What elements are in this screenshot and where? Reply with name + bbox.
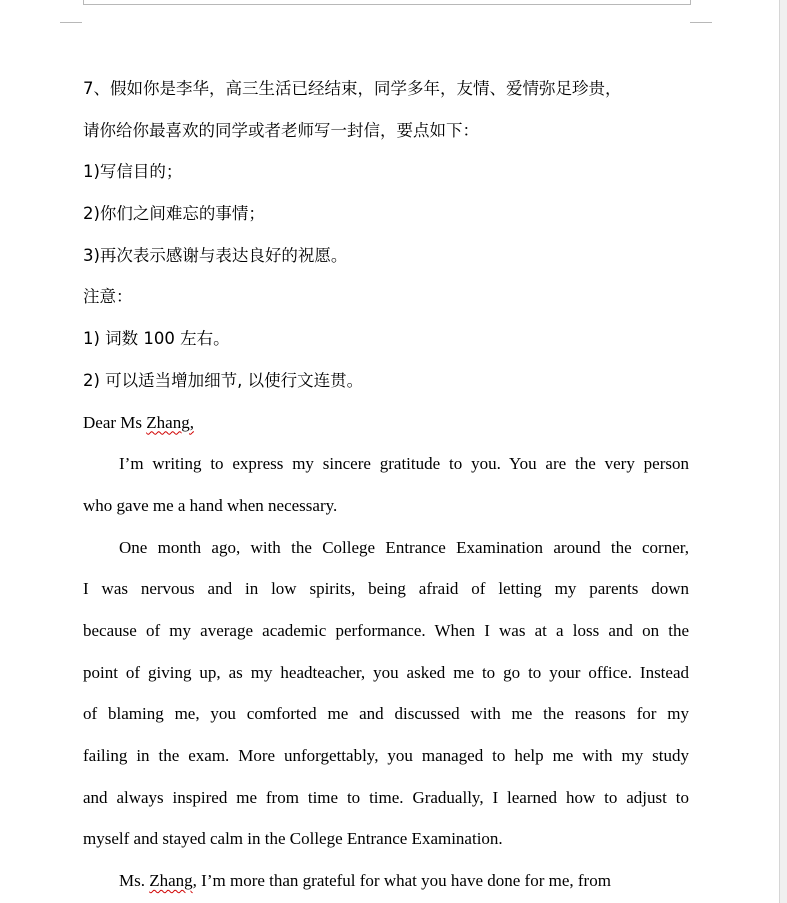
paragraph-2-line-6: failing in the exam. More unforgettably, you managed to help me with my study	[83, 746, 689, 765]
salutation-name: Zhang,	[146, 412, 194, 432]
p3-prefix: Ms.	[119, 871, 150, 891]
page-top-border	[83, 0, 691, 5]
task-point-2: 2)你们之间难忘的事情；	[83, 204, 265, 224]
margin-mark-right	[690, 22, 712, 23]
document-body	[83, 68, 689, 902]
letter-paragraph-1	[83, 443, 689, 526]
task-prompt-line-2: 请你给你最喜欢的同学或者老师写一封信，要点如下：	[83, 120, 479, 140]
paragraph-2-line-5: of blaming me, you comforted me and discussed with me the reasons for my	[83, 704, 689, 724]
letter-paragraph-2	[83, 527, 689, 861]
note-2: 2) 可以适当增加细节, 以使行文连贯。	[83, 370, 364, 390]
paragraph-2-line-7: and always inspired me from time to time. Gradually, I learned how to adjust to	[83, 787, 689, 807]
paragraph-2-line-1: One month ago, with the College Entrance Examination around the corner,	[119, 537, 689, 557]
margin-mark-left	[60, 22, 82, 23]
paragraph-2-line-8: myself and stayed calm in the College Entrance Examination.	[83, 829, 503, 849]
notes-label: 注意：	[83, 287, 133, 307]
note-1: 1) 词数 100 左右。	[83, 329, 230, 349]
paragraph-2-line-2: I was nervous and in low spirits, being afraid of letting my parents down	[83, 579, 689, 599]
scrollbar-edge[interactable]	[779, 0, 787, 903]
paragraph-2-line-3: because of my average academic performance. When I was at a loss and on the	[83, 620, 689, 640]
paragraph-1-line-2: who gave me a hand when necessary.	[83, 495, 338, 515]
salutation-prefix: Dear Ms	[83, 412, 147, 432]
task-point-3: 3)再次表示感谢与表达良好的祝愿。	[83, 245, 348, 265]
p3-rest: , I’m more than grateful for what you have done for me, from	[192, 871, 611, 891]
task-prompt-line-1: 7、假如你是李华，高三生活已经结束，同学多年，友情、爱情弥足珍贵，	[83, 79, 622, 98]
paragraph-3-line-1	[83, 860, 689, 902]
task-point-1: 1)写信目的；	[83, 162, 183, 182]
paragraph-1-line-1: I’m writing to express my sincere gratitude to you. You are the very person	[119, 454, 689, 474]
p3-name: Zhang	[149, 871, 193, 891]
paragraph-2-line-4: point of giving up, as my headteacher, you asked me to go to your office. Instead	[83, 662, 689, 682]
letter-salutation	[83, 402, 689, 444]
